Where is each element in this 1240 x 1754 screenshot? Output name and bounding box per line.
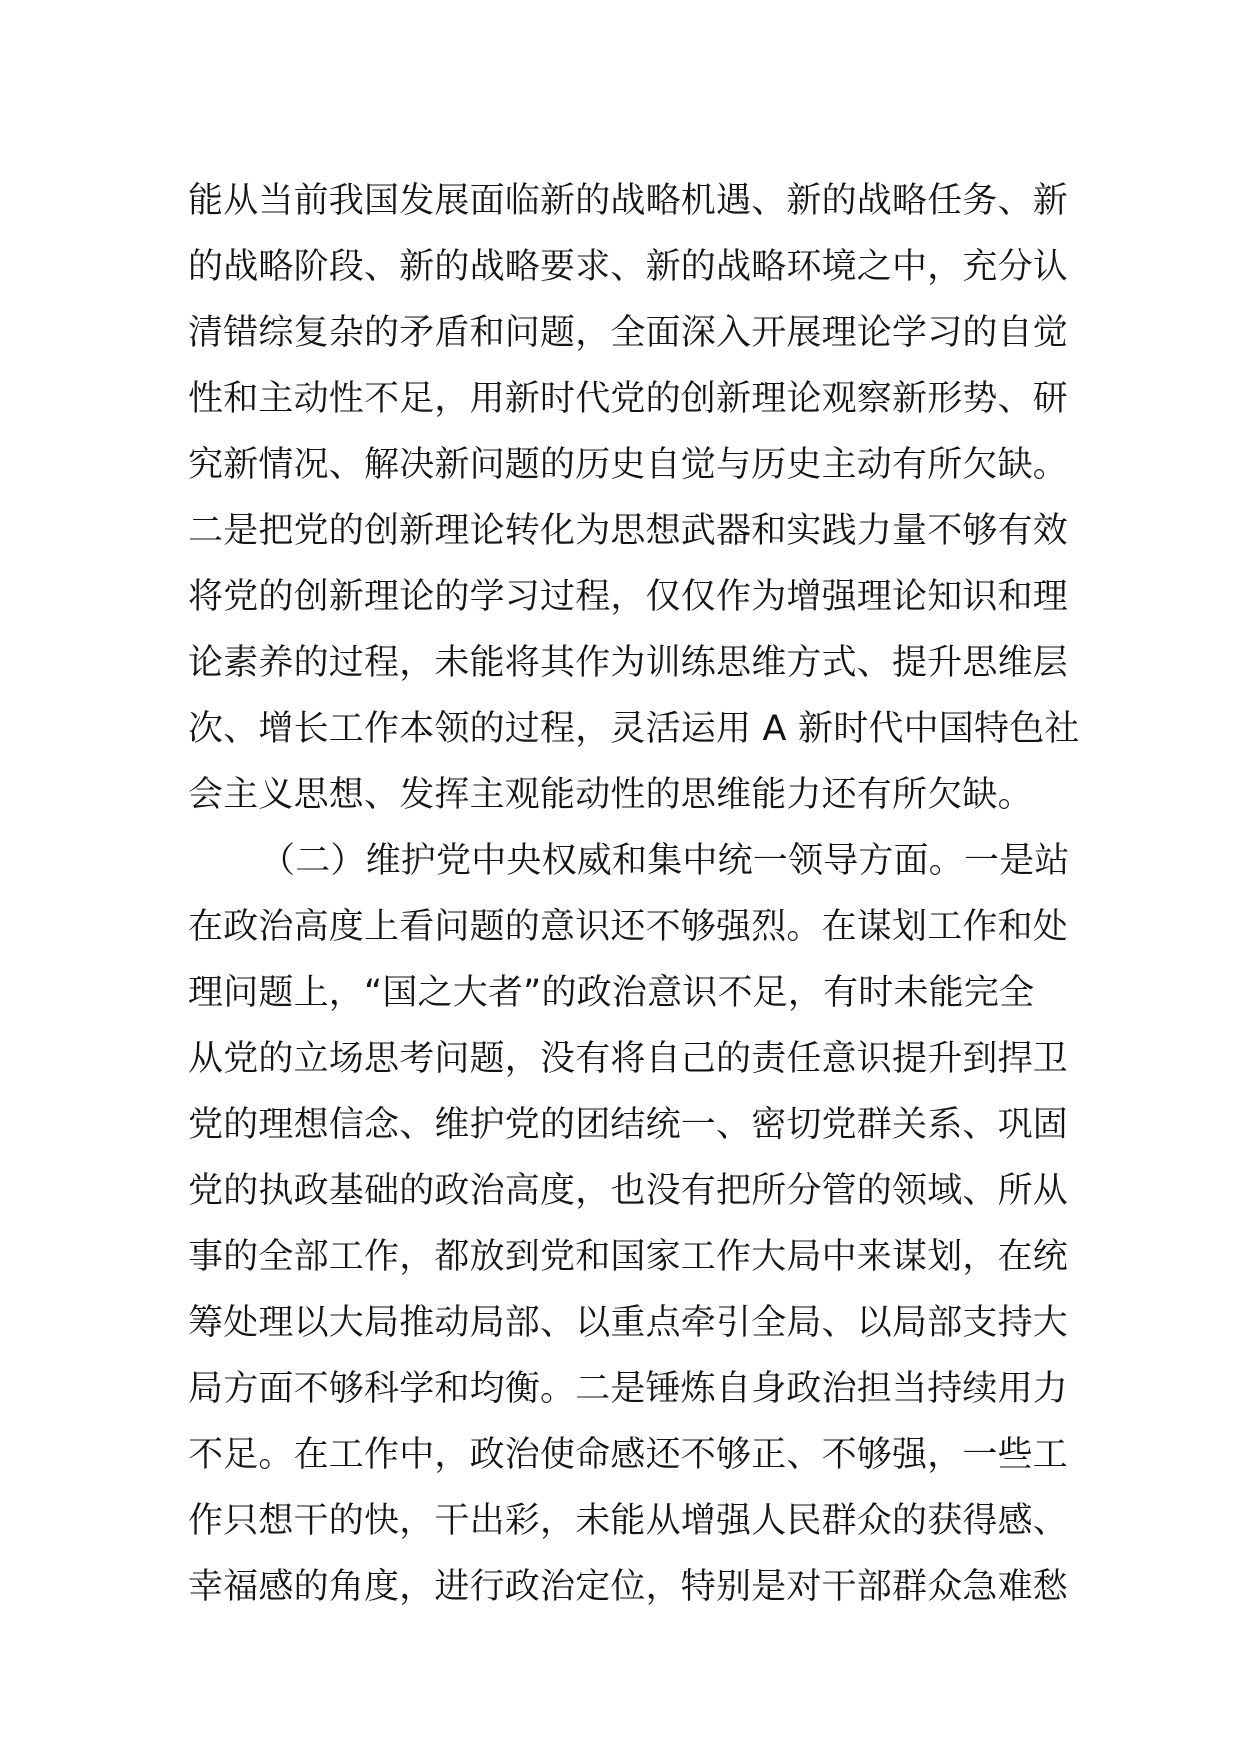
text-line: 从党的立场思考问题，没有将自己的责任意识提升到捍卫: [188, 1039, 1069, 1079]
text-line: 能从当前我国发展面临新的战略机遇、新的战略任务、新: [188, 181, 1069, 221]
text-line: 局方面不够科学和均衡。二是锤炼自身政治担当持续用力: [188, 1369, 1069, 1409]
text-line: 在政治高度上看问题的意识还不够强烈。在谋划工作和处: [188, 907, 1069, 947]
text-line: 究新情况、解决新问题的历史自觉与历史主动有所欠缺。: [188, 445, 1069, 485]
section-heading-line: （二）维护党中央权威和集中统一领导方面。一是站: [260, 841, 1070, 881]
text-line: 理问题上，“国之大者”的政治意识不足，有时未能完全: [188, 973, 1035, 1013]
body-text: [188, 168, 1080, 1620]
text-line: 的战略阶段、新的战略要求、新的战略环境之中，充分认: [188, 247, 1069, 287]
text-line: 论素养的过程，未能将其作为训练思维方式、提升思维层: [188, 643, 1069, 683]
text-line: 党的执政基础的政治高度，也没有把所分管的领域、所从: [188, 1171, 1069, 1211]
text-line: 筹处理以大局推动局部、以重点牵引全局、以局部支持大: [188, 1303, 1069, 1343]
text-line: 党的理想信念、维护党的团结统一、密切党群关系、巩固: [188, 1105, 1069, 1145]
text-line: 清错综复杂的矛盾和问题，全面深入开展理论学习的自觉: [188, 313, 1069, 353]
text-line: 会主义思想、发挥主观能动性的思维能力还有所欠缺。: [188, 775, 1033, 815]
text-line: 不足。在工作中，政治使命感还不够正、不够强，一些工: [188, 1435, 1069, 1475]
text-line: 次、增长工作本领的过程，灵活运用 A 新时代中国特色社: [188, 709, 1080, 749]
text-line: 二是把党的创新理论转化为思想武器和实践力量不够有效: [188, 511, 1069, 551]
text-line: 性和主动性不足，用新时代党的创新理论观察新形势、研: [188, 379, 1069, 419]
text-line: 幸福感的角度，进行政治定位，特别是对干部群众急难愁: [188, 1567, 1069, 1607]
text-line: 事的全部工作，都放到党和国家工作大局中来谋划，在统: [188, 1237, 1069, 1277]
text-line: 作只想干的快，干出彩，未能从增强人民群众的获得感、: [188, 1501, 1069, 1541]
text-line: 将党的创新理论的学习过程，仅仅作为增强理论知识和理: [188, 577, 1069, 617]
